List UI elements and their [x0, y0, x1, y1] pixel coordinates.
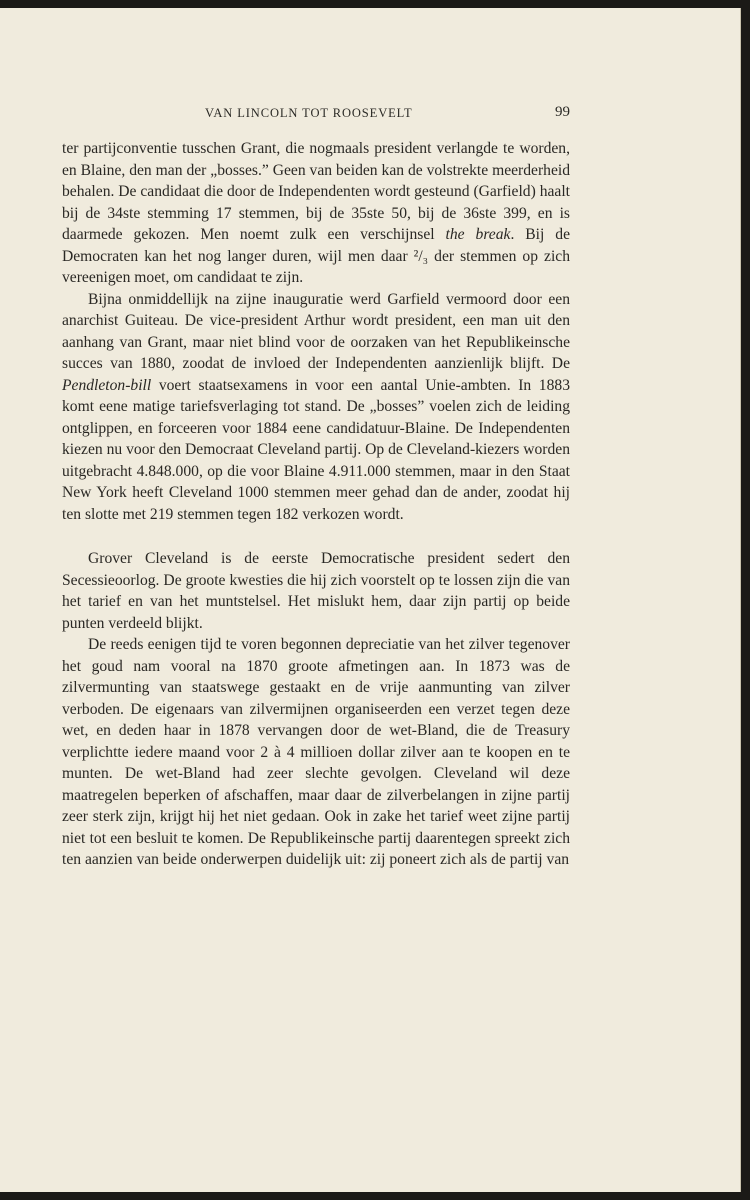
italic-term-the-break: the break — [445, 226, 511, 243]
paragraph-3: Grover Cleveland is de eerste Democratische president sedert den Secessieoorlog. De groote kwesties die hij zich voorstelt op te lossen zijn die van het tarief en van het muntstelsel. Het mislukt hem, daar zijn partij op beide punten verdeeld blijkt. — [62, 550, 570, 632]
paragraph-2-text-b: voert staatsexamens in voor een aantal Unie-ambten. In 1883 komt eene matige tariefsverlaging tot stand. De „bosses” voelen zich de leiding ontglippen, en forceeren voor 1884 eene candidatuur-Blaine. De Independenten kiezen nu voor den Democraat Cleveland partij. Op de Cleveland-kiezers worden uitgebracht 4.848.000, op die voor Blaine 4.911.000 stemmen, maar in den Staat New York heeft Cleveland 1000 stemmen meer gehad dan de ander, zoodat hij ten slotte met 219 stemmen tegen 182 verkozen wordt. — [62, 376, 570, 523]
page-number: 99 — [555, 104, 570, 120]
paragraph-2 — [62, 289, 570, 526]
book-page — [0, 8, 741, 1192]
body-text — [62, 138, 570, 871]
paragraph-1-text-b: . Bij de Democraten kan het nog langer duren, wijl men daar ²/₃ der stemmen op zich vereenigen moet, om candidaat te zijn. — [62, 226, 571, 286]
paragraph-1 — [62, 138, 570, 289]
section-break — [62, 525, 570, 548]
paragraph-2-text-a: Bijna onmiddellijk na zijne inauguratie werd Garfield vermoord door een anarchist Guiteau. De vice-president Arthur wordt president, een man uit den aanhang van Grant, maar niet blind voor de oorzaken van het Republikeinsche succes van 1880, zoodat de invloed der Independenten aanzienlijk blijft. De — [62, 290, 570, 372]
page-header — [62, 104, 570, 124]
running-title: VAN LINCOLN TOT ROOSEVELT — [205, 106, 413, 120]
italic-term-pendleton-bill: Pendleton-bill — [62, 376, 152, 394]
paragraph-4: De reeds eenigen tijd te voren begonnen depreciatie van het zilver tegenover het goud nam vooral na 1870 groote afmetingen aan. In 1873 was de zilvermunting van staatswege gestaakt en de vrije aanmunting van zilver verboden. De eigenaars van zilvermijnen organiseerden een verzet tegen deze wet, en deden haar in 1878 vervangen door de wet-Bland, die de Treasury verplichtte iedere maand voor 2 à 4 millioen dollar zilver aan te koopen en te munten. De wet-Bland had zeer slechte gevolgen. Cleveland wil deze maatregelen beperken of afschaffen, maar daar de zilverbelangen in zijne partij zeer sterk zijn, krijgt hij het niet gedaan. Ook in zake het tarief weet zijne partij niet tot een besluit te komen. De Republikeinsche partij daarentegen spreekt zich ten aanzien van beide onderwerpen duidelijk uit: zij poneert zich als de partij van — [62, 636, 570, 868]
paragraph-1-text-a: ter partijconventie tusschen Grant, die nogmaals president verlangde te worden, en Blaine, den man der „bosses.” Geen van beiden kan de volstrekte meerderheid behalen. De candidaat die door de Independenten wordt gesteund (Garfield) haalt bij de 34ste stemming 17 stemmen, bij de 35ste 50, bij de 36ste 399, en is daarmede gekozen. Men noemt zulk een verschijnsel — [62, 140, 570, 243]
